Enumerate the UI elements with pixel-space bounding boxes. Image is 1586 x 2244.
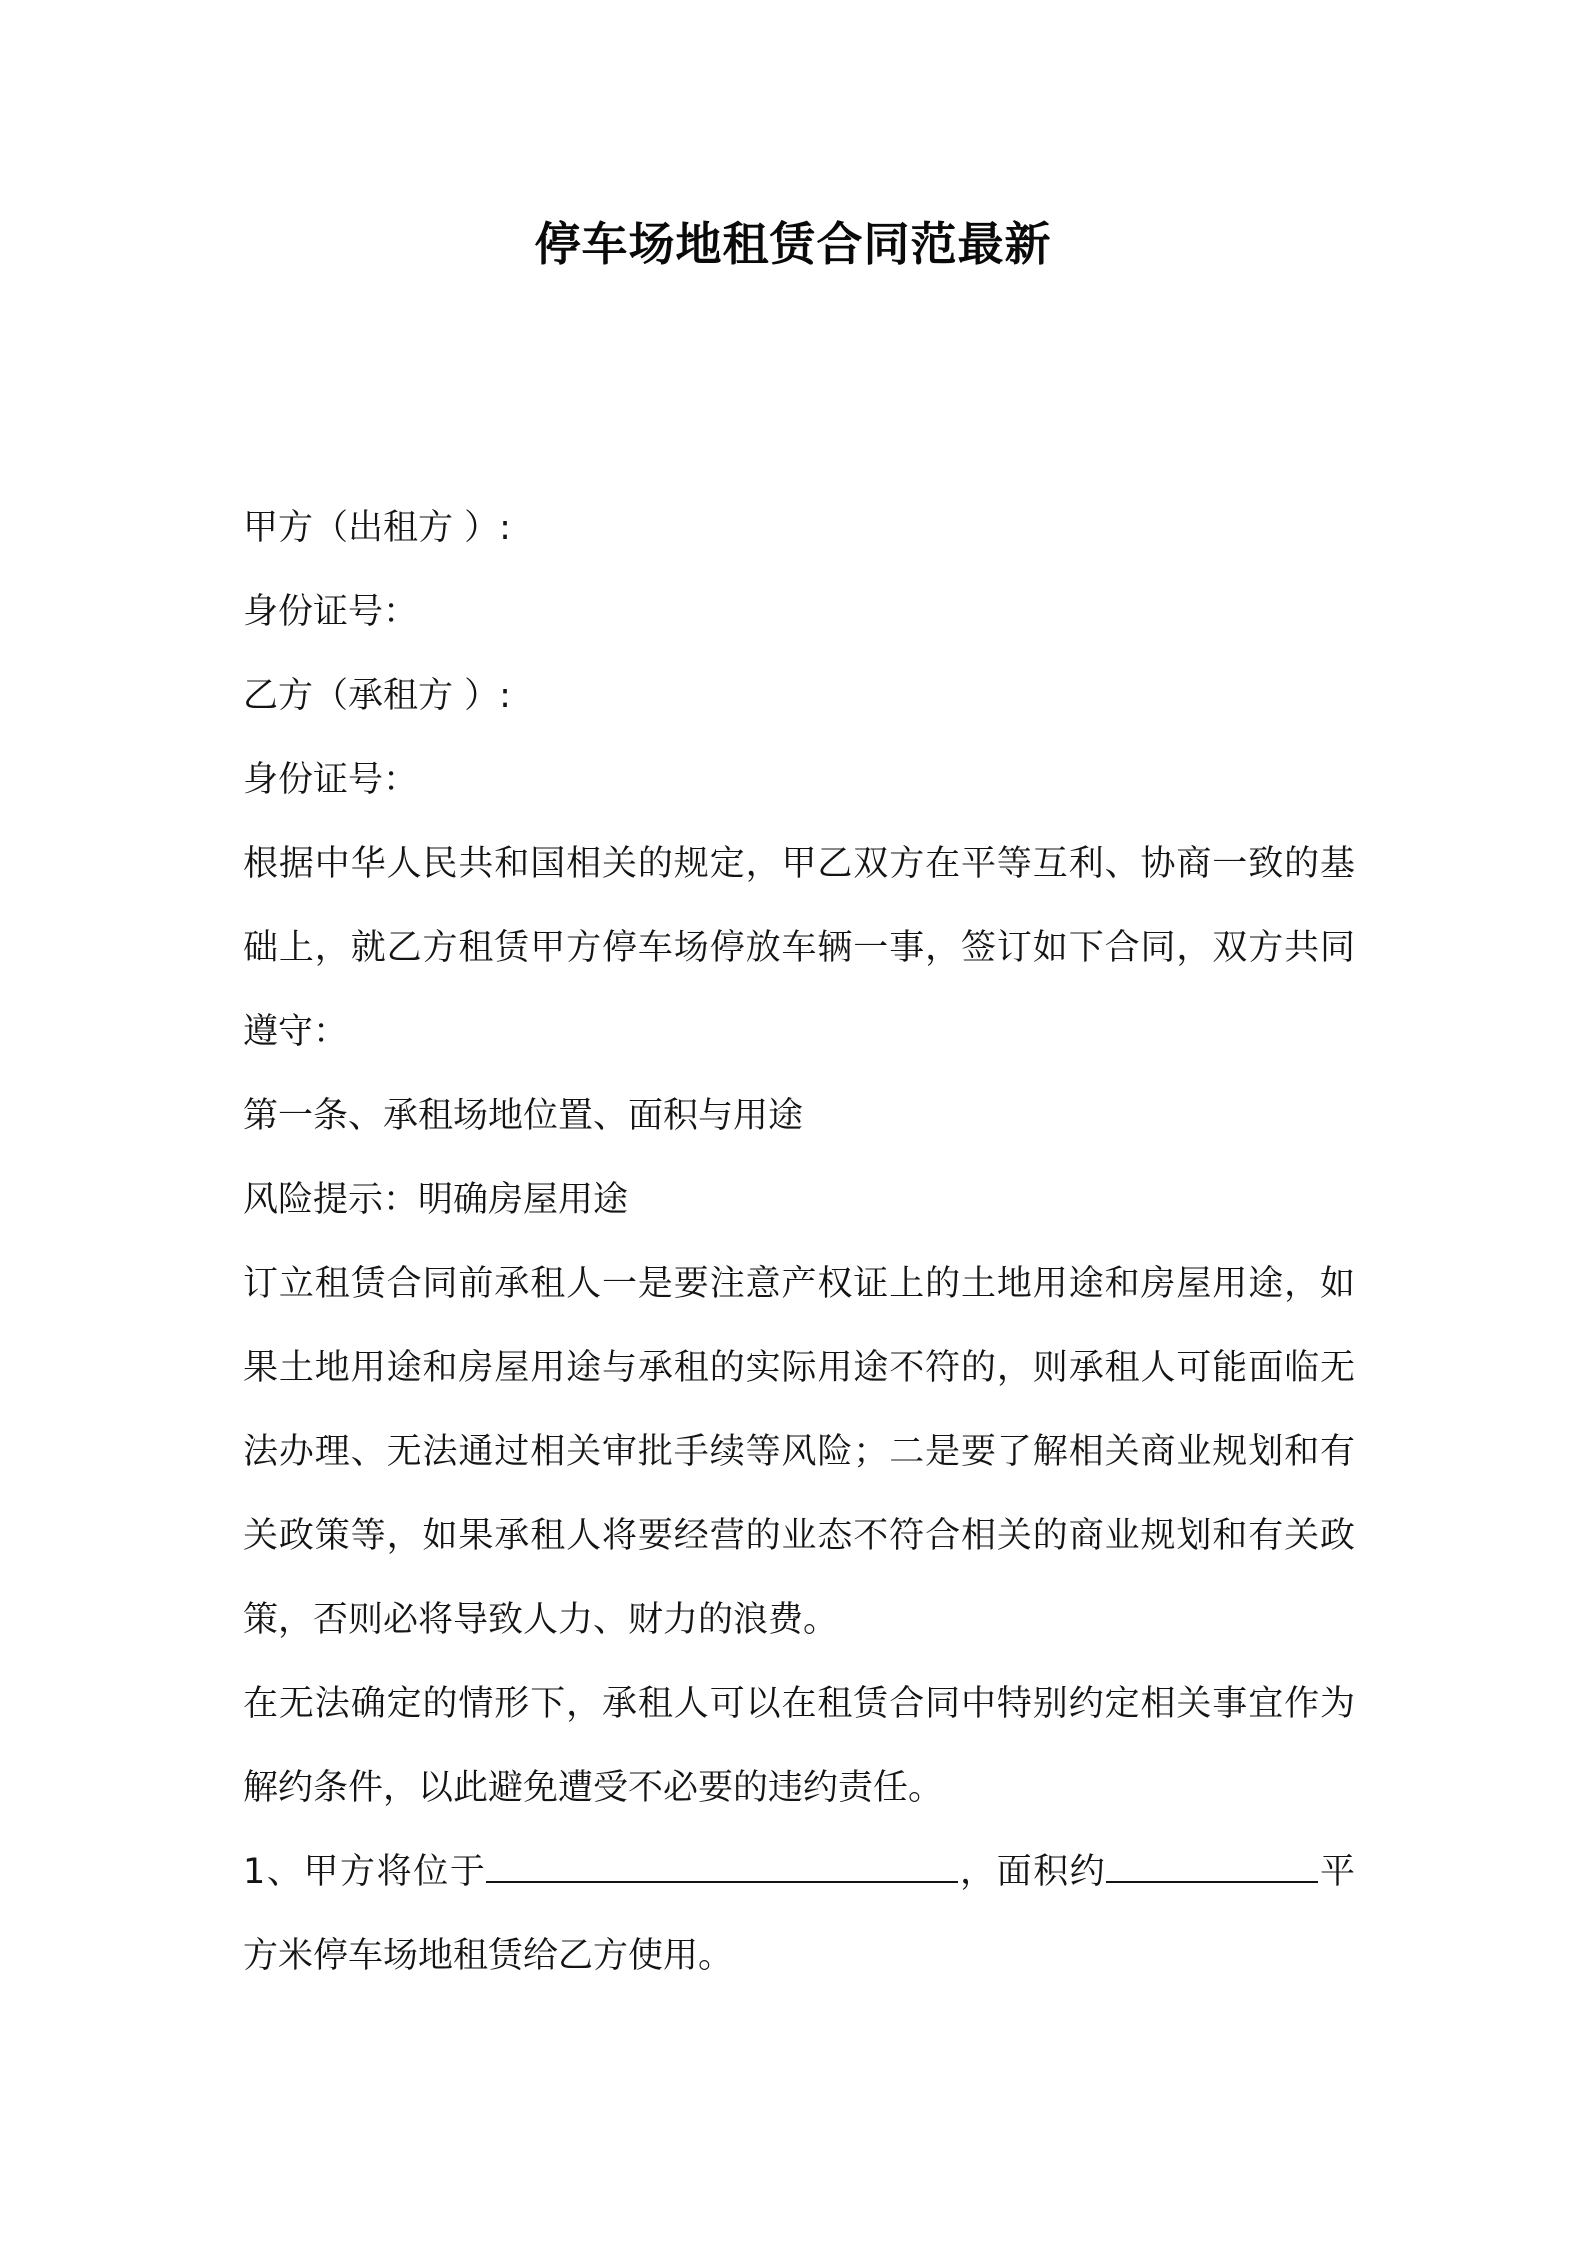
party-b-id-line: 身份证号： bbox=[243, 760, 419, 800]
document-title: 停车场地租赁合同范最新 bbox=[534, 217, 1052, 271]
party-a-line: 甲方（出租方 ）: bbox=[243, 508, 511, 548]
area-blank-line bbox=[1106, 1847, 1318, 1883]
intro-paragraph: 根据中华人民共和国相关的规定，甲乙双方在平等互利、协商一致的基础上，就乙方租赁甲方停车场停放车辆一事，签订如下合同，双方共同遵守： bbox=[243, 844, 1355, 1052]
risk-paragraph-1: 订立租赁合同前承租人一是要注意产权证上的土地用途和房屋用途，如果土地用途和房屋用途与承租的实际用途不符的，则承租人可能面临无法办理、无法通过相关审批手续等风险；二是要了解相关商业规划和有关政策等，如果承租人将要经营的业态不符合相关的商业规划和有关政策，否则必将导致人力、财力的浪费。 bbox=[243, 1264, 1355, 1640]
article-1-heading: 第一条、承租场地位置、面积与用途 bbox=[243, 1096, 804, 1136]
location-blank-line bbox=[486, 1847, 958, 1883]
clause-1 bbox=[243, 1830, 1355, 1998]
clause-1-part-c: 平方米停车场地租赁给乙方使用。 bbox=[243, 1852, 1355, 1976]
party-a-id-line: 身份证号： bbox=[243, 592, 419, 632]
clause-1-part-a: 1、甲方将位于 bbox=[243, 1852, 487, 1892]
party-b-line: 乙方（承租方 ）: bbox=[243, 676, 511, 716]
risk-paragraph-2: 在无法确定的情形下，承租人可以在租赁合同中特别约定相关事宜作为解约条件，以此避免遭受不必要的违约责任。 bbox=[243, 1684, 1355, 1808]
risk-tip: 风险提示：明确房屋用途 bbox=[243, 1180, 629, 1220]
document-body bbox=[243, 486, 1355, 1998]
clause-1-part-b: ，面积约 bbox=[958, 1852, 1107, 1892]
